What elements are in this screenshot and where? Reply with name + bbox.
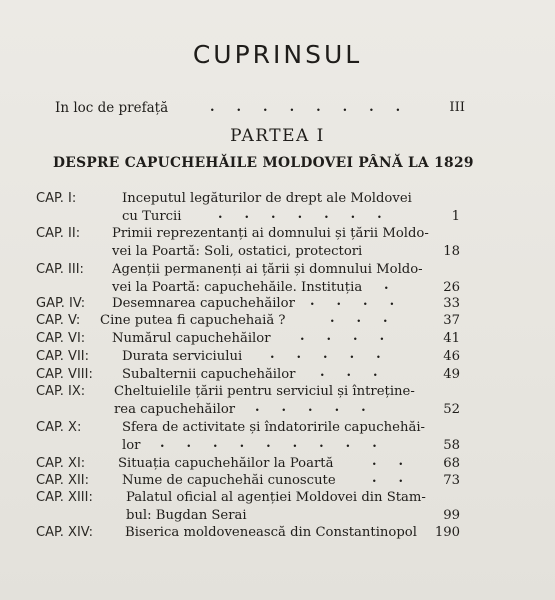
chapter-title-continued: rea capuchehăilor	[114, 402, 236, 417]
chapter-title-continued: lor	[122, 438, 141, 453]
page-number: 190	[434, 525, 460, 540]
leader-dots: ..	[372, 454, 426, 469]
chapter-title: Desemnarea capuchehăilor	[112, 296, 295, 311]
leader-dots: .....	[255, 400, 388, 415]
chapter-title: Agenții permanenți ai țării și domnului Moldo-	[112, 262, 423, 277]
chapter-number: CAP. III:	[36, 262, 84, 277]
preface-label: In loc de prefață	[55, 100, 169, 116]
leader-dots: .	[384, 278, 411, 293]
page-title: CUPRINSUL	[192, 40, 363, 69]
page-number: 73	[443, 473, 460, 488]
preface-page-number: III	[449, 100, 465, 115]
chapter-title: Primii reprezentanți ai domnului și țării Moldo-	[112, 226, 429, 241]
chapter-number: CAP. XIII:	[36, 490, 93, 505]
chapter-title: Inceputul legăturilor de drept ale Moldovei	[122, 191, 412, 206]
leader-dots: .......	[218, 207, 404, 222]
page-number: 68	[443, 456, 460, 471]
leader-dots: ....	[300, 329, 407, 344]
leader-dots: ....	[310, 294, 417, 309]
chapter-title: Cine putea fi capuchehaiă ?	[100, 313, 286, 328]
chapter-title: Cheltuielile țării pentru serviciul și întreține-	[114, 384, 415, 399]
chapter-title: Palatul oficial al agenției Moldovei din Stam-	[126, 490, 426, 505]
chapter-number: CAP. I:	[36, 191, 77, 206]
chapter-number: CAP. XIV:	[36, 525, 94, 540]
chapter-number: CAP. II:	[36, 226, 81, 241]
page-number: 52	[443, 402, 460, 417]
page-number: 99	[443, 508, 460, 523]
chapter-number: CAP. V:	[36, 313, 81, 328]
leader-dots: .........	[160, 436, 399, 451]
chapter-title: Biserica moldovenească din Constantinopol	[125, 525, 417, 540]
chapter-title-continued: cu Turcii	[122, 209, 182, 224]
preface-entry	[55, 100, 465, 118]
page-number: 46	[443, 349, 460, 364]
page-number: 58	[443, 438, 460, 453]
chapter-number: CAP. VI:	[36, 331, 86, 346]
chapter-number: CAP. X:	[36, 420, 82, 435]
chapter-number: CAP. IX:	[36, 384, 86, 399]
part-heading: PARTEA I	[230, 126, 325, 146]
chapter-title: Sfera de activitate și îndatoririle capuchehăi-	[122, 420, 425, 435]
chapter-number: CAP. XII:	[36, 473, 90, 488]
page-number: 49	[443, 367, 460, 382]
chapter-title: Durata serviciului	[122, 349, 243, 364]
chapter-title: Nume de capuchehăi cunoscute	[122, 473, 336, 488]
page-number: 1	[451, 209, 460, 224]
leader-dots: ..	[372, 471, 426, 486]
page-number: 18	[443, 244, 460, 259]
chapter-title: Numărul capuchehăilor	[112, 331, 271, 346]
leader-dots: .....	[270, 347, 403, 362]
chapter-title: Situația capuchehăilor la Poartă	[118, 456, 334, 471]
chapter-title: Subalternii capuchehăilor	[122, 367, 296, 382]
chapter-number: GAP. IV:	[36, 296, 86, 311]
chapter-title-continued: bul: Bugdan Serai	[126, 508, 247, 523]
preface-leader-dots: ........	[210, 100, 423, 115]
leader-dots: ...	[320, 365, 400, 380]
page-number: 26	[443, 280, 460, 295]
section-heading: DESPRE CAPUCHEHĂILE MOLDOVEI PÂNĂ LA 1829	[53, 155, 474, 171]
chapter-title-continued: vei la Poartă: capuchehăile. Instituția	[112, 280, 363, 295]
chapter-number: CAP. VIII:	[36, 367, 93, 382]
page-number: 41	[443, 331, 460, 346]
leader-dots: ...	[330, 311, 410, 326]
chapter-number: CAP. XI:	[36, 456, 86, 471]
chapter-title-continued: vei la Poartă: Soli, ostatici, protectori	[112, 244, 363, 259]
page-number: 37	[443, 313, 460, 328]
page-number: 33	[443, 296, 460, 311]
chapter-number: CAP. VII:	[36, 349, 89, 364]
